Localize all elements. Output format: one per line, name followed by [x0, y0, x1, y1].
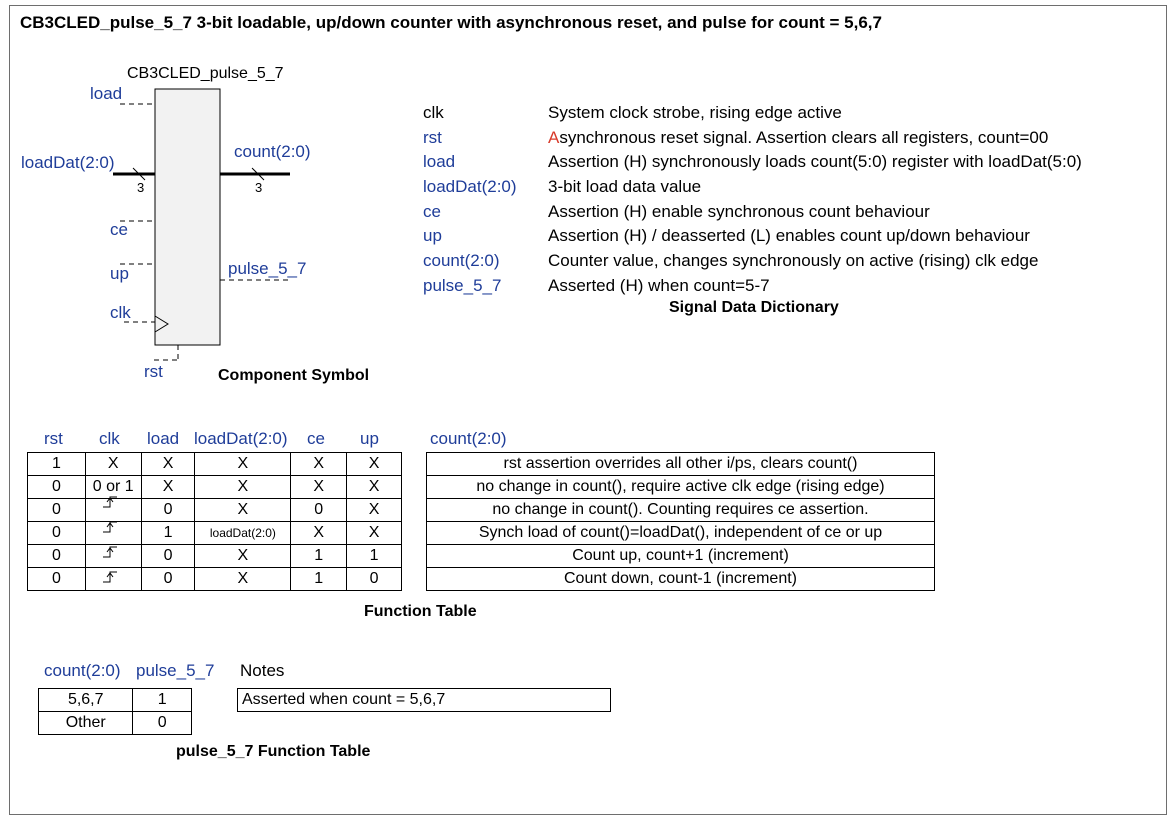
function-table-inputs: [27, 452, 402, 591]
cell-load: 0: [141, 545, 195, 568]
cell-ce: X: [291, 522, 347, 545]
col-header-count: count(2:0): [44, 661, 121, 680]
cell-up: X: [347, 522, 402, 545]
component-body: [155, 89, 220, 345]
port-load-label: load: [90, 84, 123, 103]
component-symbol-caption: Component Symbol: [218, 367, 370, 384]
cell-ce: 1: [291, 545, 347, 568]
cell-clk: [85, 499, 141, 522]
cell-up: 0: [347, 568, 402, 591]
port-rst-label: rst: [144, 362, 163, 381]
signal-description-text: synchronous reset signal. Assertion clears all registers, count=00: [559, 128, 1049, 147]
pulse-notes-table: [237, 688, 611, 712]
table-row: [427, 568, 935, 591]
notes-header: Notes: [240, 661, 285, 680]
signal-name: count(2:0): [423, 251, 500, 270]
component-name: CB3CLED_pulse_5_7: [127, 65, 284, 82]
table-row: [427, 499, 935, 522]
cell-loaddat: X: [195, 499, 291, 522]
cell-load: 1: [141, 522, 195, 545]
table-row: [28, 476, 402, 499]
col-header-ce: ce: [307, 429, 325, 448]
port-pulse-label: pulse_5_7: [228, 259, 307, 278]
table-row: [28, 453, 402, 476]
function-table-outputs: [426, 452, 935, 591]
cell-count: Count down, count-1 (increment): [427, 568, 935, 591]
cell-rst: 0: [28, 522, 86, 545]
col-header-loaddat: loadDat(2:0): [194, 429, 288, 448]
signal-description: 3-bit load data value: [548, 177, 702, 196]
cell-load: X: [141, 476, 195, 499]
table-row: [28, 499, 402, 522]
signal-description: Assertion (H) enable synchronous count behaviour: [548, 202, 930, 221]
cell-ce: 0: [291, 499, 347, 522]
table-row: [427, 453, 935, 476]
cell-up: X: [347, 476, 402, 499]
cell-rst: 0: [28, 568, 86, 591]
cell-up: 1: [347, 545, 402, 568]
cell-loaddat: X: [195, 545, 291, 568]
signal-description: Assertion (H) / deasserted (L) enables count up/down behaviour: [548, 226, 1030, 245]
port-loaddat-width: 3: [137, 180, 145, 195]
signal-description: Asserted (H) when count=5-7: [548, 276, 770, 295]
col-header-up: up: [360, 429, 379, 448]
port-count-label: count(2:0): [234, 142, 311, 161]
port-loaddat-label: loadDat(2:0): [21, 153, 115, 172]
port-ce-label: ce: [110, 220, 128, 239]
pulse-table-caption: pulse_5_7 Function Table: [176, 743, 371, 760]
table-row: [28, 568, 402, 591]
cell-loaddat: X: [195, 453, 291, 476]
cell-count: no change in count(). Counting requires ce assertion.: [427, 499, 935, 522]
page-title: CB3CLED_pulse_5_7 3-bit loadable, up/down counter with asynchronous reset, and pulse for count = 5,6,7: [20, 13, 882, 32]
pulse-table: [38, 688, 192, 735]
table-row: [427, 545, 935, 568]
table-row: [427, 476, 935, 499]
port-clk-label: clk: [110, 303, 131, 322]
signal-description: [548, 128, 1048, 148]
signal-description: System clock strobe, rising edge active: [548, 103, 842, 122]
cell-count: Synch load of count()=loadDat(), independent of ce or up: [427, 522, 935, 545]
cell-rst: 0: [28, 545, 86, 568]
cell-clk: [85, 545, 141, 568]
table-row: [39, 712, 192, 735]
cell-clk: 0 or 1: [85, 476, 141, 499]
cell-loaddat: X: [195, 476, 291, 499]
signal-name: ce: [423, 202, 441, 221]
signal-description: Counter value, changes synchronously on active (rising) clk edge: [548, 251, 1039, 270]
cell-count: 5,6,7: [39, 689, 133, 712]
col-header-rst: rst: [44, 429, 63, 448]
cell-rst: 0: [28, 499, 86, 522]
cell-loaddat: loadDat(2:0): [195, 522, 291, 545]
table-row: [39, 689, 192, 712]
table-row: [427, 522, 935, 545]
cell-count: Other: [39, 712, 133, 735]
col-header-count: count(2:0): [430, 429, 507, 448]
port-up-label: up: [110, 264, 129, 283]
cell-ce: 1: [291, 568, 347, 591]
highlighted-letter: A: [548, 128, 560, 147]
table-row: [238, 689, 611, 712]
signal-name: up: [423, 226, 442, 245]
dictionary-caption: Signal Data Dictionary: [669, 299, 839, 316]
cell-count: no change in count(), require active clk edge (rising edge): [427, 476, 935, 499]
signal-name: rst: [423, 128, 442, 147]
signal-name: clk: [423, 103, 444, 122]
cell-rst: 0: [28, 476, 86, 499]
cell-rst: 1: [28, 453, 86, 476]
function-table-caption: Function Table: [364, 603, 477, 620]
col-header-pulse: pulse_5_7: [136, 661, 215, 680]
cell-load: X: [141, 453, 195, 476]
cell-up: X: [347, 453, 402, 476]
cell-ce: X: [291, 476, 347, 499]
cell-pulse: 0: [133, 712, 192, 735]
cell-count: Count up, count+1 (increment): [427, 545, 935, 568]
cell-load: 0: [141, 499, 195, 522]
signal-description: Assertion (H) synchronously loads count(5:0) register with loadDat(5:0): [548, 152, 1082, 171]
cell-clk: [85, 522, 141, 545]
signal-name: loadDat(2:0): [423, 177, 517, 196]
cell-ce: X: [291, 453, 347, 476]
cell-load: 0: [141, 568, 195, 591]
cell-loaddat: X: [195, 568, 291, 591]
cell-clk: [85, 568, 141, 591]
port-count-width: 3: [255, 180, 263, 195]
table-row: [28, 545, 402, 568]
table-row: [28, 522, 402, 545]
cell-pulse: 1: [133, 689, 192, 712]
cell-note: Asserted when count = 5,6,7: [238, 689, 611, 712]
cell-count: rst assertion overrides all other i/ps, clears count(): [427, 453, 935, 476]
col-header-clk: clk: [99, 429, 120, 448]
col-header-load: load: [147, 429, 180, 448]
cell-clk: X: [85, 453, 141, 476]
signal-name: pulse_5_7: [423, 276, 502, 295]
cell-up: X: [347, 499, 402, 522]
signal-name: load: [423, 152, 456, 171]
